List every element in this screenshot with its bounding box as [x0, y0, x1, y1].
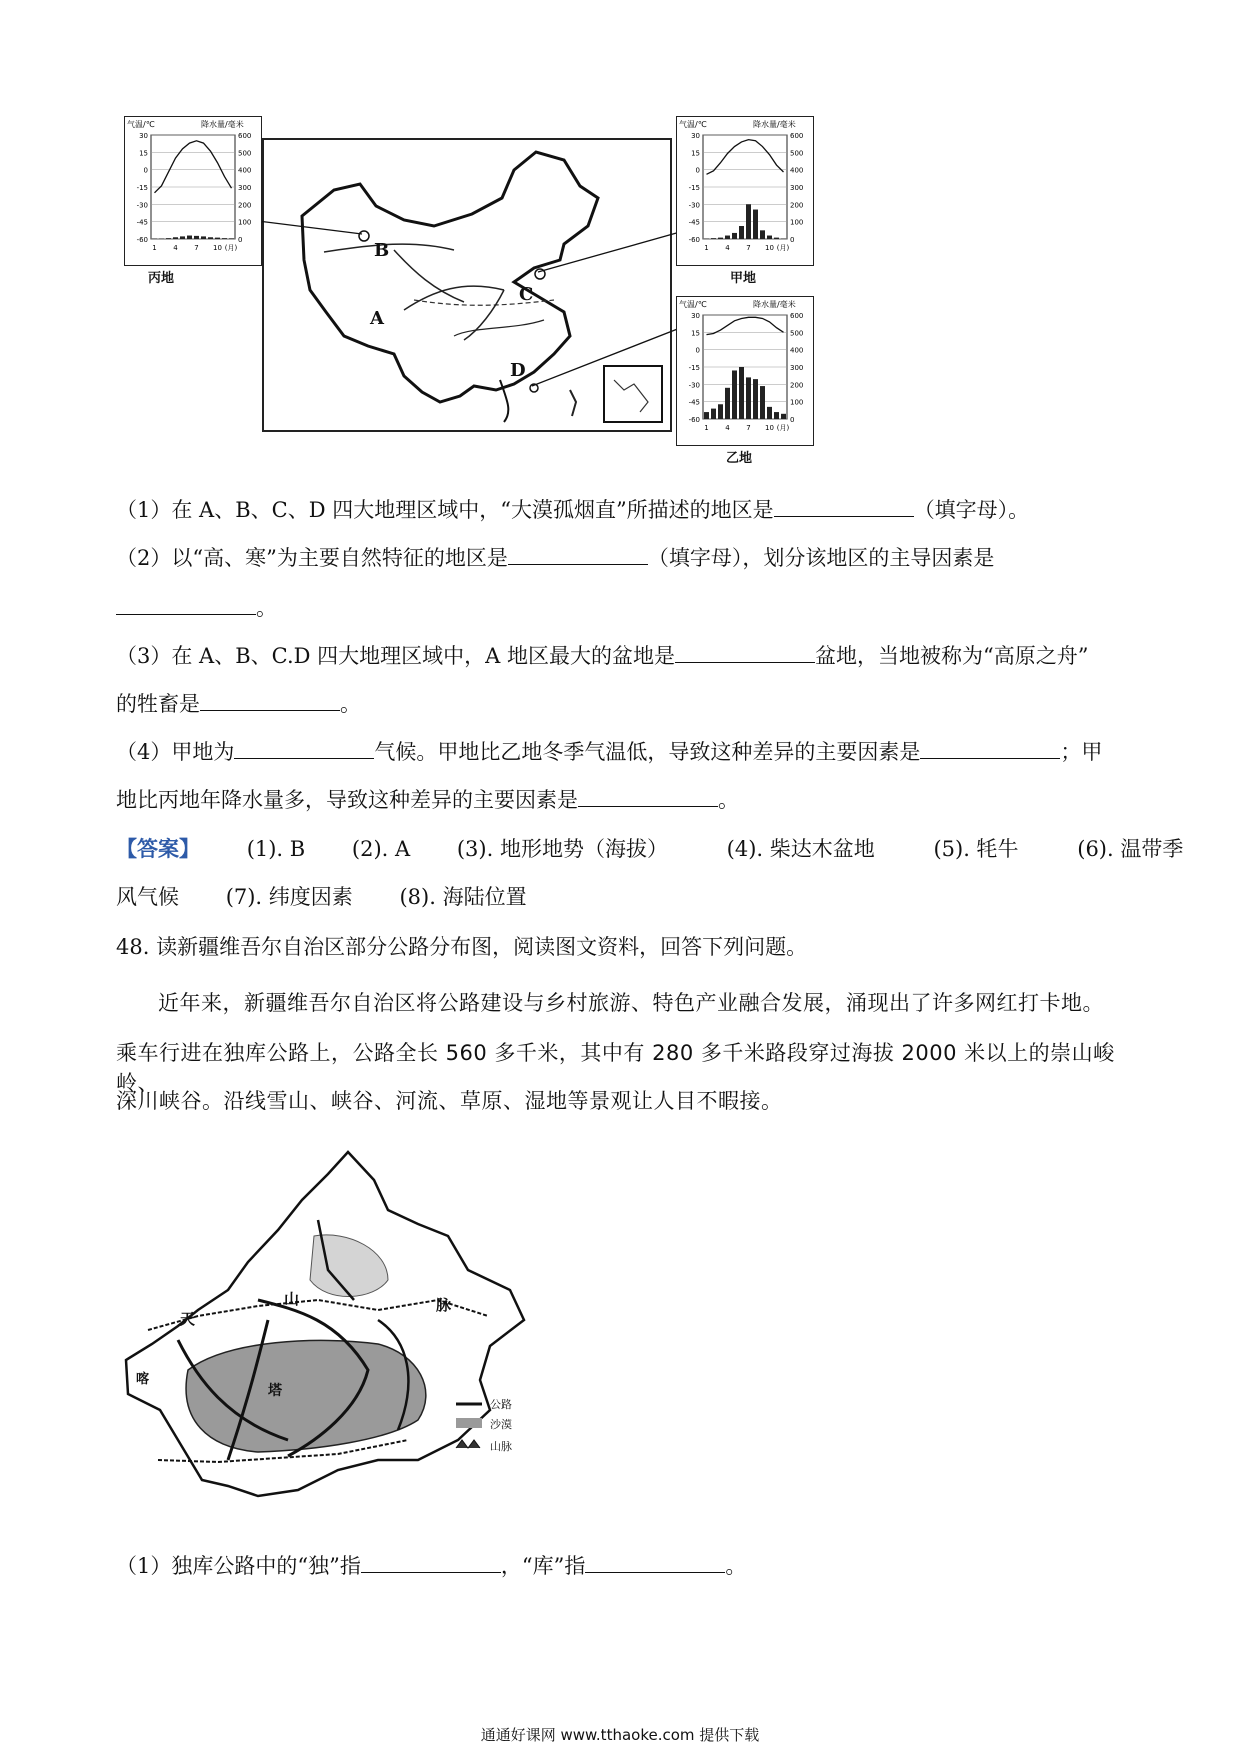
map-label-b: B — [374, 240, 390, 261]
precipitation-bar — [201, 236, 206, 239]
question-48-sub-1-suffix: 。 — [725, 1554, 747, 1578]
precipitation-bar — [746, 204, 751, 239]
left-tick-label: 30 — [139, 132, 148, 140]
answer-label: 【答案】 — [116, 836, 200, 861]
question-48-sub-1-text: （1）独库公路中的“独”指 — [116, 1554, 361, 1578]
x-tick-label: 10 — [213, 244, 222, 252]
answer-blank-q4b[interactable] — [920, 736, 1060, 759]
right-tick-label: 400 — [790, 346, 804, 355]
precipitation-bar — [159, 238, 164, 239]
answer-item: (6). 温带季 — [1077, 837, 1184, 861]
answer-blank-q3a[interactable] — [675, 640, 815, 663]
x-tick-label: 10 — [765, 424, 774, 432]
climate-chart-jia-svg — [677, 117, 813, 265]
map-label-a: A — [370, 308, 384, 329]
left-tick-label: -30 — [136, 201, 148, 210]
question-4-middle: 气候。甲地比乙地冬季气温低，导致这种差异的主要因素是 — [374, 740, 921, 764]
question-4-middle2: ；甲 — [1060, 740, 1103, 764]
right-tick-label: 0 — [238, 236, 243, 244]
precipitation-bar — [767, 407, 772, 419]
answer-item: (7). 纬度因素 — [225, 885, 353, 909]
answer-blank-48-1a[interactable] — [361, 1550, 501, 1573]
question-4-text: （4）甲地为 — [116, 740, 235, 764]
xinjiang-map-outline — [118, 1140, 538, 1520]
precipitation-bar — [718, 238, 723, 239]
right-tick-label: 300 — [238, 184, 252, 192]
precipitation-bar — [739, 367, 744, 419]
x-tick-label: 1 — [704, 244, 709, 252]
x-tick-label: 7 — [746, 244, 751, 252]
right-tick-label: 400 — [790, 166, 804, 175]
right-tick-label: 600 — [238, 132, 252, 140]
right-axis-title: 降水量/毫米 — [753, 300, 796, 309]
legend-mountain-label: 山脉 — [490, 1440, 512, 1453]
right-tick-label: 500 — [238, 149, 252, 158]
precipitation-bar — [732, 233, 737, 239]
x-tick-label: (月) — [224, 244, 238, 252]
left-tick-label: 15 — [691, 329, 700, 338]
precipitation-bar — [180, 236, 185, 239]
legend-road-label: 公路 — [490, 1398, 512, 1411]
precipitation-bar — [194, 236, 199, 239]
answer-blank-q2b[interactable] — [116, 592, 256, 615]
right-tick-label: 300 — [790, 184, 804, 192]
right-tick-label: 100 — [238, 218, 252, 227]
precipitation-bar — [753, 379, 758, 419]
map-label-ka: 喀 — [136, 1372, 150, 1387]
left-tick-label: 30 — [691, 132, 700, 140]
x-tick-label: 7 — [746, 424, 751, 432]
answer-line-1 — [116, 834, 1183, 864]
left-tick-label: -45 — [688, 398, 700, 407]
legend-desert-label: 沙漠 — [490, 1418, 512, 1431]
right-tick-label: 200 — [790, 381, 804, 390]
climate-chart-yi — [676, 296, 814, 446]
right-tick-label: 100 — [790, 398, 804, 407]
precipitation-bar — [173, 237, 178, 239]
question-3-text: （3）在 A、B、C.D 四大地理区域中，A 地区最大的盆地是 — [116, 644, 675, 668]
left-tick-label: 0 — [695, 166, 700, 175]
left-tick-label: 30 — [691, 312, 700, 320]
temperature-line — [707, 317, 784, 334]
temperature-line — [155, 141, 232, 193]
question-2-middle: （填字母），划分该地区的主导因素是 — [647, 546, 995, 570]
answer-item: (2). A — [351, 837, 411, 861]
right-tick-label: 200 — [790, 201, 804, 210]
map-label-ta: 塔 — [268, 1383, 282, 1399]
precipitation-bar — [187, 236, 192, 239]
left-tick-label: -15 — [688, 364, 700, 372]
climate-chart-bing — [124, 116, 262, 266]
answer-item: (5). 牦牛 — [933, 837, 1019, 861]
right-tick-label: 0 — [790, 416, 795, 424]
answer-blank-q4a[interactable] — [234, 736, 374, 759]
answer-blank-q3b[interactable] — [200, 688, 340, 711]
right-tick-label: 100 — [790, 218, 804, 227]
question-1-suffix: （填字母）。 — [913, 498, 1030, 522]
question-2-text: （2）以“高、寒”为主要自然特征的地区是 — [116, 546, 508, 570]
left-tick-label: -30 — [688, 381, 700, 390]
right-axis-title: 降水量/毫米 — [753, 120, 796, 129]
precipitation-bar — [753, 210, 758, 239]
question-48-para-2: 乘车行进在独库公路上，公路全长 560 多千米，其中有 280 多千米路段穿过海拔 2000 米以上的崇山峻岭、 — [116, 1041, 1115, 1095]
climate-chart-bing-svg — [125, 117, 261, 265]
question-3-line2 — [116, 688, 361, 719]
left-tick-label: -15 — [688, 184, 700, 192]
answer-blank-q4c[interactable] — [578, 784, 718, 807]
left-tick-label: -15 — [136, 184, 148, 192]
question-1 — [116, 494, 1029, 525]
question-3-middle: 盆地，当地被称为“高原之舟” — [814, 644, 1089, 668]
question-48-sub-1-middle: ，“库”指 — [500, 1554, 586, 1578]
map-legend — [454, 1396, 534, 1460]
right-tick-label: 500 — [790, 329, 804, 338]
climate-chart-jia — [676, 116, 814, 266]
question-4-text2: 地比丙地年降水量多，导致这种差异的主要因素是 — [116, 788, 578, 812]
question-1-text: （1）在 A、B、C、D 四大地理区域中，“大漠孤烟直”所描述的地区是 — [116, 498, 774, 522]
left-axis-title: 气温/℃ — [679, 120, 707, 129]
question-2 — [116, 542, 994, 573]
left-tick-label: -30 — [688, 201, 700, 210]
precipitation-bar — [739, 226, 744, 239]
x-tick-label: 1 — [704, 424, 709, 432]
right-tick-label: 600 — [790, 312, 804, 320]
left-tick-label: 0 — [143, 166, 148, 175]
answer-item: (8). 海陆位置 — [399, 885, 527, 909]
map-label-d: D — [510, 360, 526, 381]
left-tick-label: 15 — [139, 149, 148, 158]
answer-blank-q1[interactable] — [774, 494, 914, 517]
left-tick-label: 0 — [695, 346, 700, 355]
answer-item: (4). 柴达木盆地 — [726, 837, 875, 861]
precipitation-bar — [711, 409, 716, 419]
question-48-para-3: 深川峡谷。沿线雪山、峡谷、河流、草原、湿地等景观让人目不暇接。 — [116, 1089, 783, 1113]
x-tick-label: 10 — [765, 244, 774, 252]
precipitation-bar — [725, 236, 730, 239]
precipitation-bar — [760, 230, 765, 239]
question-2-line2 — [116, 592, 277, 623]
right-tick-label: 0 — [790, 236, 795, 244]
question-4 — [116, 736, 1102, 767]
figure-xinjiang-map — [118, 1140, 538, 1520]
precipitation-bar — [718, 404, 723, 419]
answer-item: 风气候 — [116, 885, 179, 909]
chart-caption-jia: 甲地 — [730, 271, 757, 286]
x-tick-label: 7 — [194, 244, 199, 252]
map-label-mai: 脉 — [436, 1296, 452, 1314]
question-4-suffix: 。 — [718, 788, 739, 812]
precipitation-bar — [781, 414, 786, 419]
x-tick-label: 4 — [725, 424, 730, 432]
precipitation-bar — [208, 237, 213, 239]
temperature-line — [707, 140, 784, 175]
left-tick-label: -45 — [136, 218, 148, 227]
precipitation-bar — [781, 238, 786, 239]
precipitation-bar — [704, 412, 709, 419]
right-axis-title: 降水量/毫米 — [201, 120, 244, 129]
precipitation-bar — [215, 238, 220, 239]
chart-caption-yi: 乙地 — [726, 451, 753, 466]
precipitation-bar — [760, 386, 765, 419]
question-3-text2: 的牲畜是 — [116, 692, 200, 716]
answer-blank-48-1b[interactable] — [585, 1550, 725, 1573]
x-tick-label: 4 — [173, 244, 178, 252]
question-4-line2 — [116, 784, 739, 815]
chart-caption-bing: 丙地 — [148, 271, 175, 286]
map-label-shan: 山 — [284, 1290, 300, 1308]
right-tick-label: 200 — [238, 201, 252, 210]
left-tick-label: -60 — [688, 236, 700, 244]
right-tick-label: 600 — [790, 132, 804, 140]
left-axis-title: 气温/℃ — [127, 120, 155, 129]
precipitation-bar — [746, 377, 751, 419]
x-tick-label: (月) — [776, 244, 790, 252]
left-tick-label: -60 — [688, 416, 700, 424]
right-tick-label: 400 — [238, 166, 252, 175]
precipitation-bar — [774, 238, 779, 239]
question-48-title: 48. 读新疆维吾尔自治区部分公路分布图，阅读图文资料，回答下列问题。 — [116, 935, 808, 959]
question-3-suffix: 。 — [340, 692, 361, 716]
answer-line-2 — [116, 882, 527, 912]
map-label-tian: 天 — [180, 1310, 196, 1328]
precipitation-bar — [725, 388, 730, 419]
precipitation-bar — [704, 238, 709, 239]
question-2-suffix: 。 — [256, 596, 277, 620]
x-tick-label: 1 — [152, 244, 157, 252]
precipitation-bar — [229, 238, 234, 239]
precipitation-bar — [732, 370, 737, 419]
question-48-sub-1 — [116, 1550, 746, 1581]
precipitation-bar — [711, 238, 716, 239]
left-axis-title: 气温/℃ — [679, 300, 707, 309]
left-tick-label: -45 — [688, 218, 700, 227]
left-tick-label: 15 — [691, 149, 700, 158]
precipitation-bar — [152, 238, 157, 239]
x-tick-label: (月) — [776, 424, 790, 432]
climate-chart-yi-svg — [677, 297, 813, 445]
map-label-c: C — [519, 284, 534, 305]
precipitation-bar — [222, 238, 227, 239]
answer-item: (1). B — [246, 837, 306, 861]
answer-blank-q2a[interactable] — [508, 542, 648, 565]
right-tick-label: 500 — [790, 149, 804, 158]
question-48-para-1: 近年来，新疆维吾尔自治区将公路建设与乡村旅游、特色产业融合发展，涌现出了许多网红打卡地。 — [158, 991, 1104, 1015]
right-tick-label: 300 — [790, 364, 804, 372]
question-3 — [116, 640, 1088, 671]
answer-item: (3). 地形地势（海拔） — [456, 837, 668, 861]
left-tick-label: -60 — [136, 236, 148, 244]
precipitation-bar — [166, 238, 171, 239]
precipitation-bar — [767, 236, 772, 239]
precipitation-bar — [774, 412, 779, 419]
page-footer: 通通好课网 www.tthaoke.com 提供下载 — [480, 1726, 760, 1744]
x-tick-label: 4 — [725, 244, 730, 252]
